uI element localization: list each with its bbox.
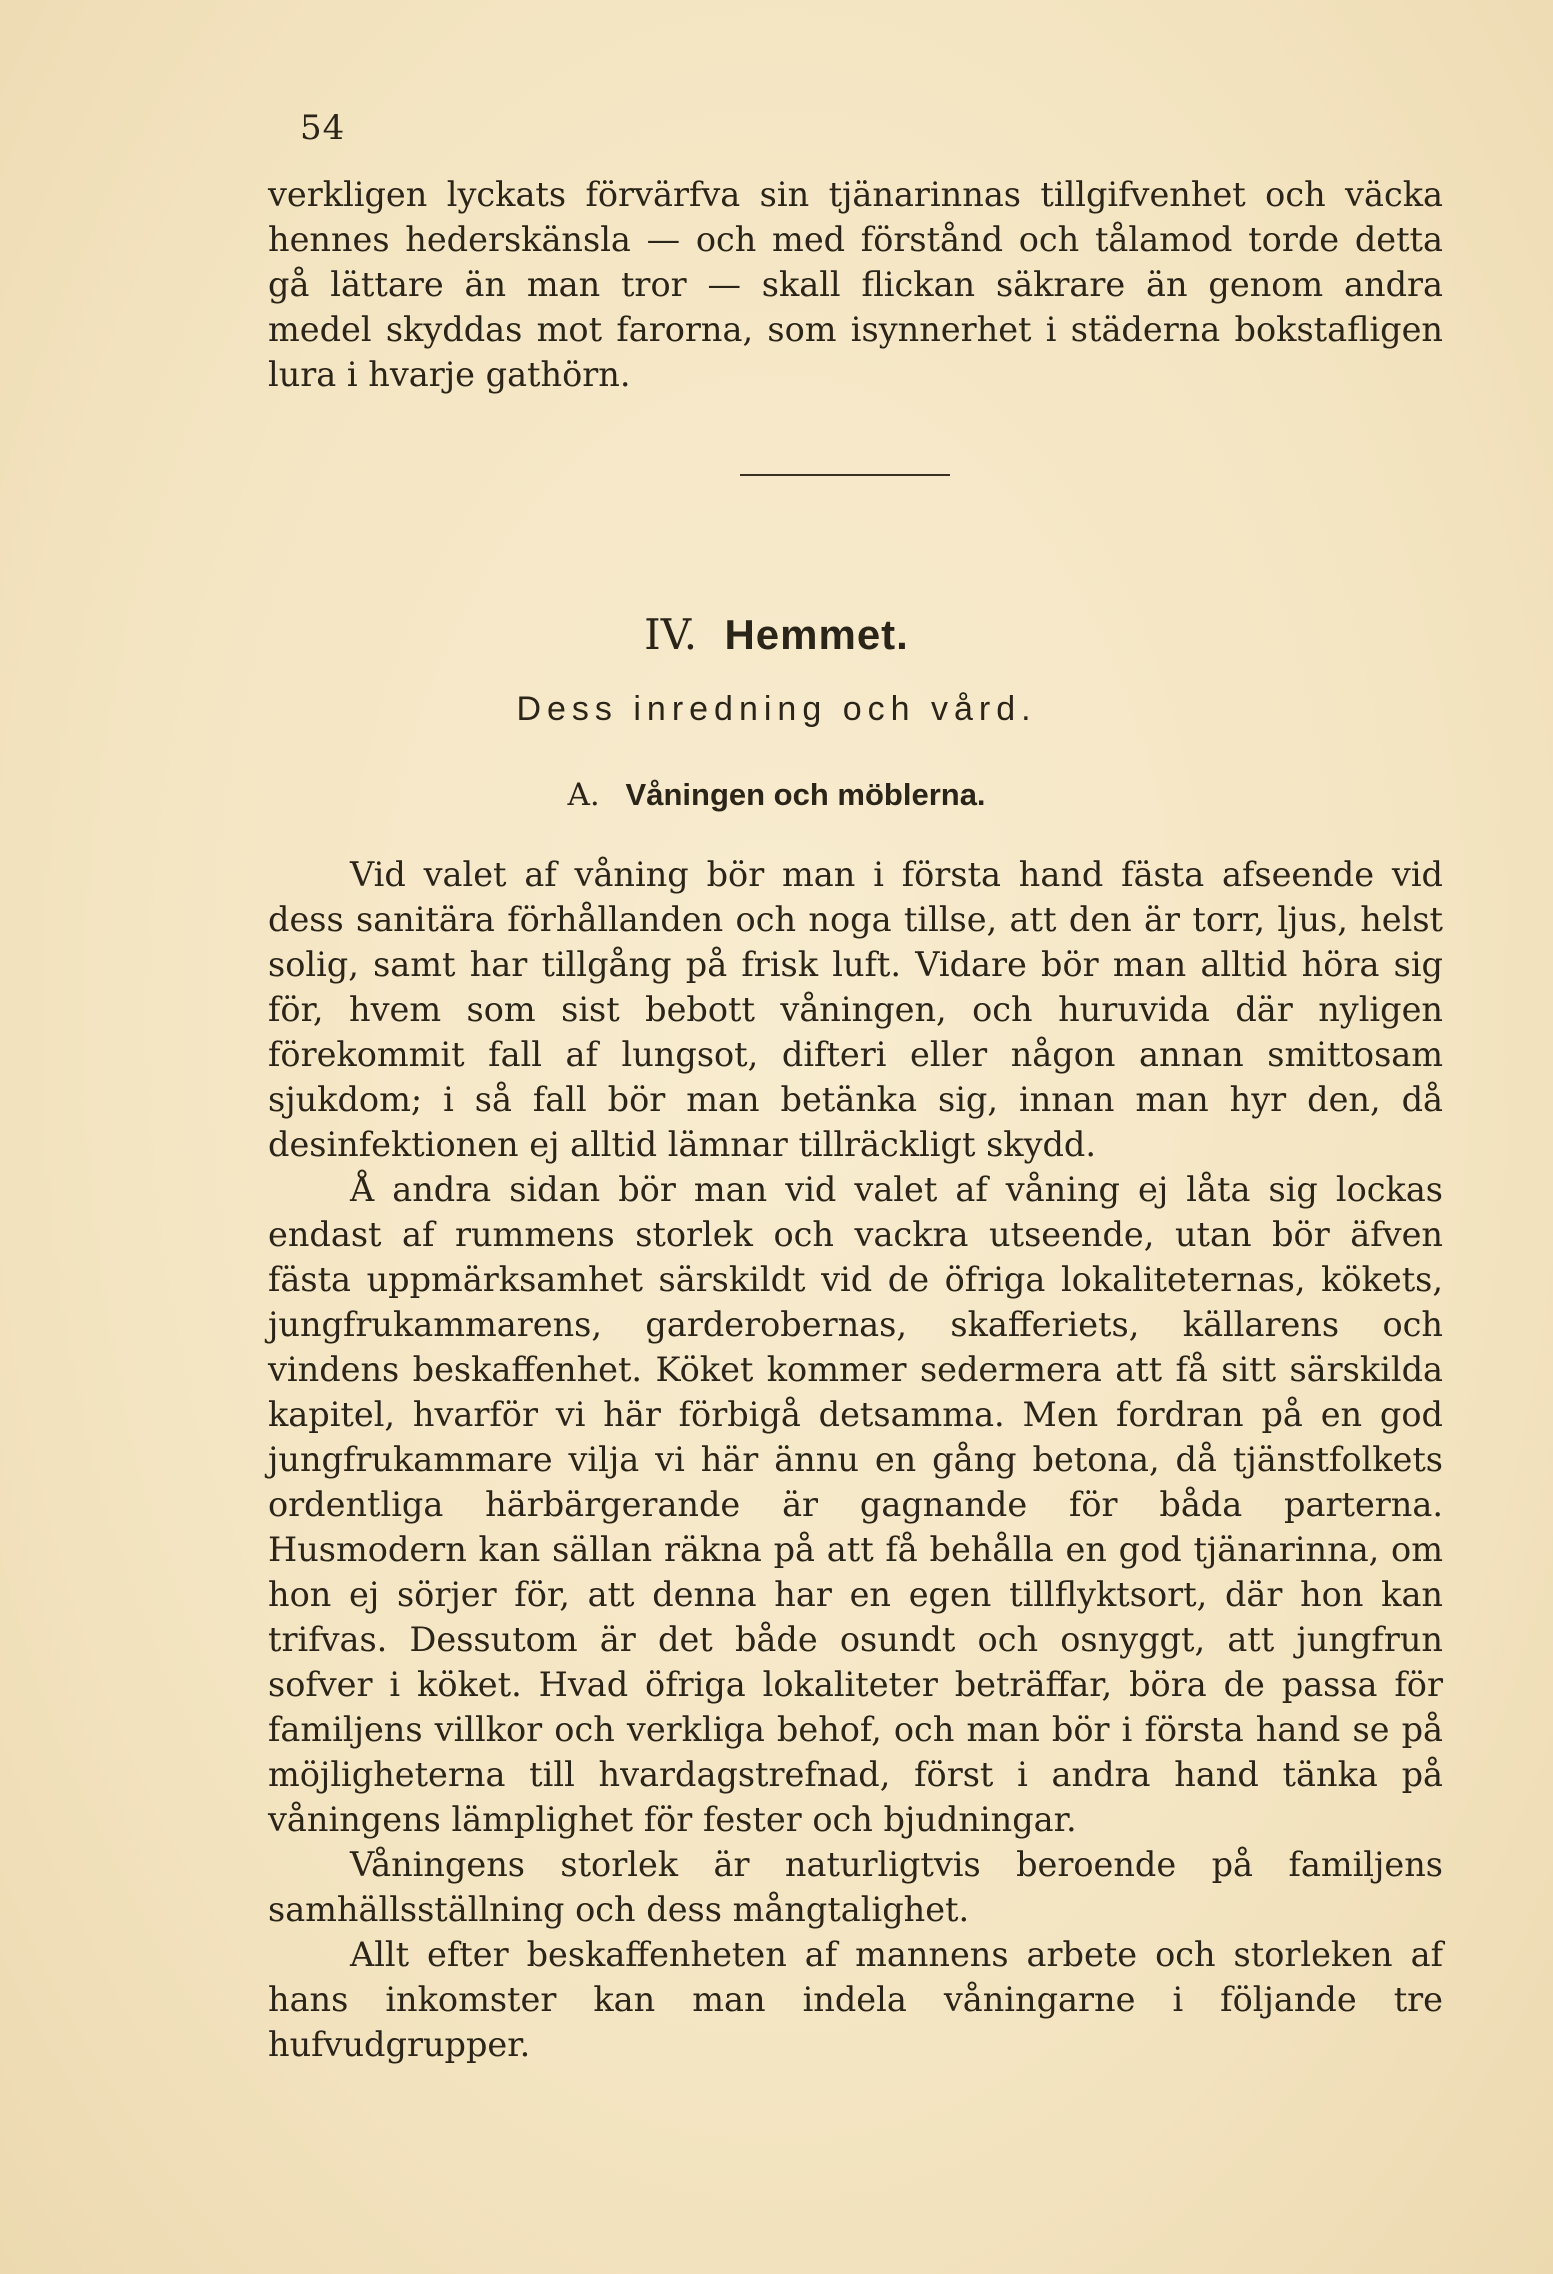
paragraph: Våningens storlek är naturligtvis beroende på familjens samhällsställning och dess mångtalighet. [268,1845,1443,1929]
page-number: 54 [300,108,346,148]
main-text-block [268,852,1443,2067]
section-title: Våningen och möblerna. [625,777,986,812]
intro-text-block [268,172,1443,397]
chapter-subtitle: Dess inredning och vård. [516,690,1037,728]
chapter-number: IV. [644,610,698,659]
chapter-heading [0,610,1553,659]
chapter-title: Hemmet. [724,611,909,658]
section-letter: A. [567,777,600,813]
paragraph: Vid valet af våning bör man i första hand fästa afseende vid dess sanitära förhållanden och noga tillse, att den är torr, ljus, helst solig, samt har tillgång på frisk luft. Vidare bör man alltid höra sig för, hvem som sist bebott våningen, och huruvida där nyligen förekommit fall af lungsot, difteri eller någon annan smittosam sjukdom; i så fall bör man betänka sig, innan man hyr den, då desinfektionen ej alltid lämnar tillräckligt skydd. [268,855,1443,1164]
paragraph: Å andra sidan bör man vid valet af våning ej låta sig lockas endast af rummens storlek och vackra utseende, utan bör äfven fästa uppmärksamhet särskildt vid de öfriga lokaliteternas, kökets, jungfrukammarens, garderobernas, skafferiets, källarens och vindens beskaffenhet. Köket kommer sedermera att få sitt särskilda kapitel, hvarför vi här förbigå detsamma. Men fordran på en god jungfrukammare vilja vi här ännu en gång betona, då tjänstfolkets ordentliga härbärgerande är gagnande för båda parterna. Husmodern kan sällan räkna på att få behålla en god tjänarinna, om hon ej sörjer för, att denna har en egen tillflyktsort, där hon kan trifvas. Dessutom är det både osundt och osnyggt, att jungfrun sofver i köket. Hvad öfriga lokaliteter beträffar, böra de passa för familjens villkor och verkliga behof, och man bör i första hand se på möjligheterna till hvardagstrefnad, först i andra hand tänka på våningens lämplighet för fester och bjudningar. [268,1170,1443,1839]
paragraph: Allt efter beskaffenheten af mannens arbete och storleken af hans inkomster kan man indela våningarne i följande tre hufvudgrupper. [268,1935,1443,2064]
intro-paragraph: verkligen lyckats förvärfva sin tjänarinnas tillgifvenhet och väcka hennes hederskänsla — och med förstånd och tålamod torde detta gå lättare än man tror — skall flickan säkrare än genom andra medel skyddas mot farorna, som isynnerhet i städerna bokstafligen lura i hvarje gathörn. [268,175,1443,394]
section-divider [740,474,950,476]
section-heading [0,777,1553,813]
